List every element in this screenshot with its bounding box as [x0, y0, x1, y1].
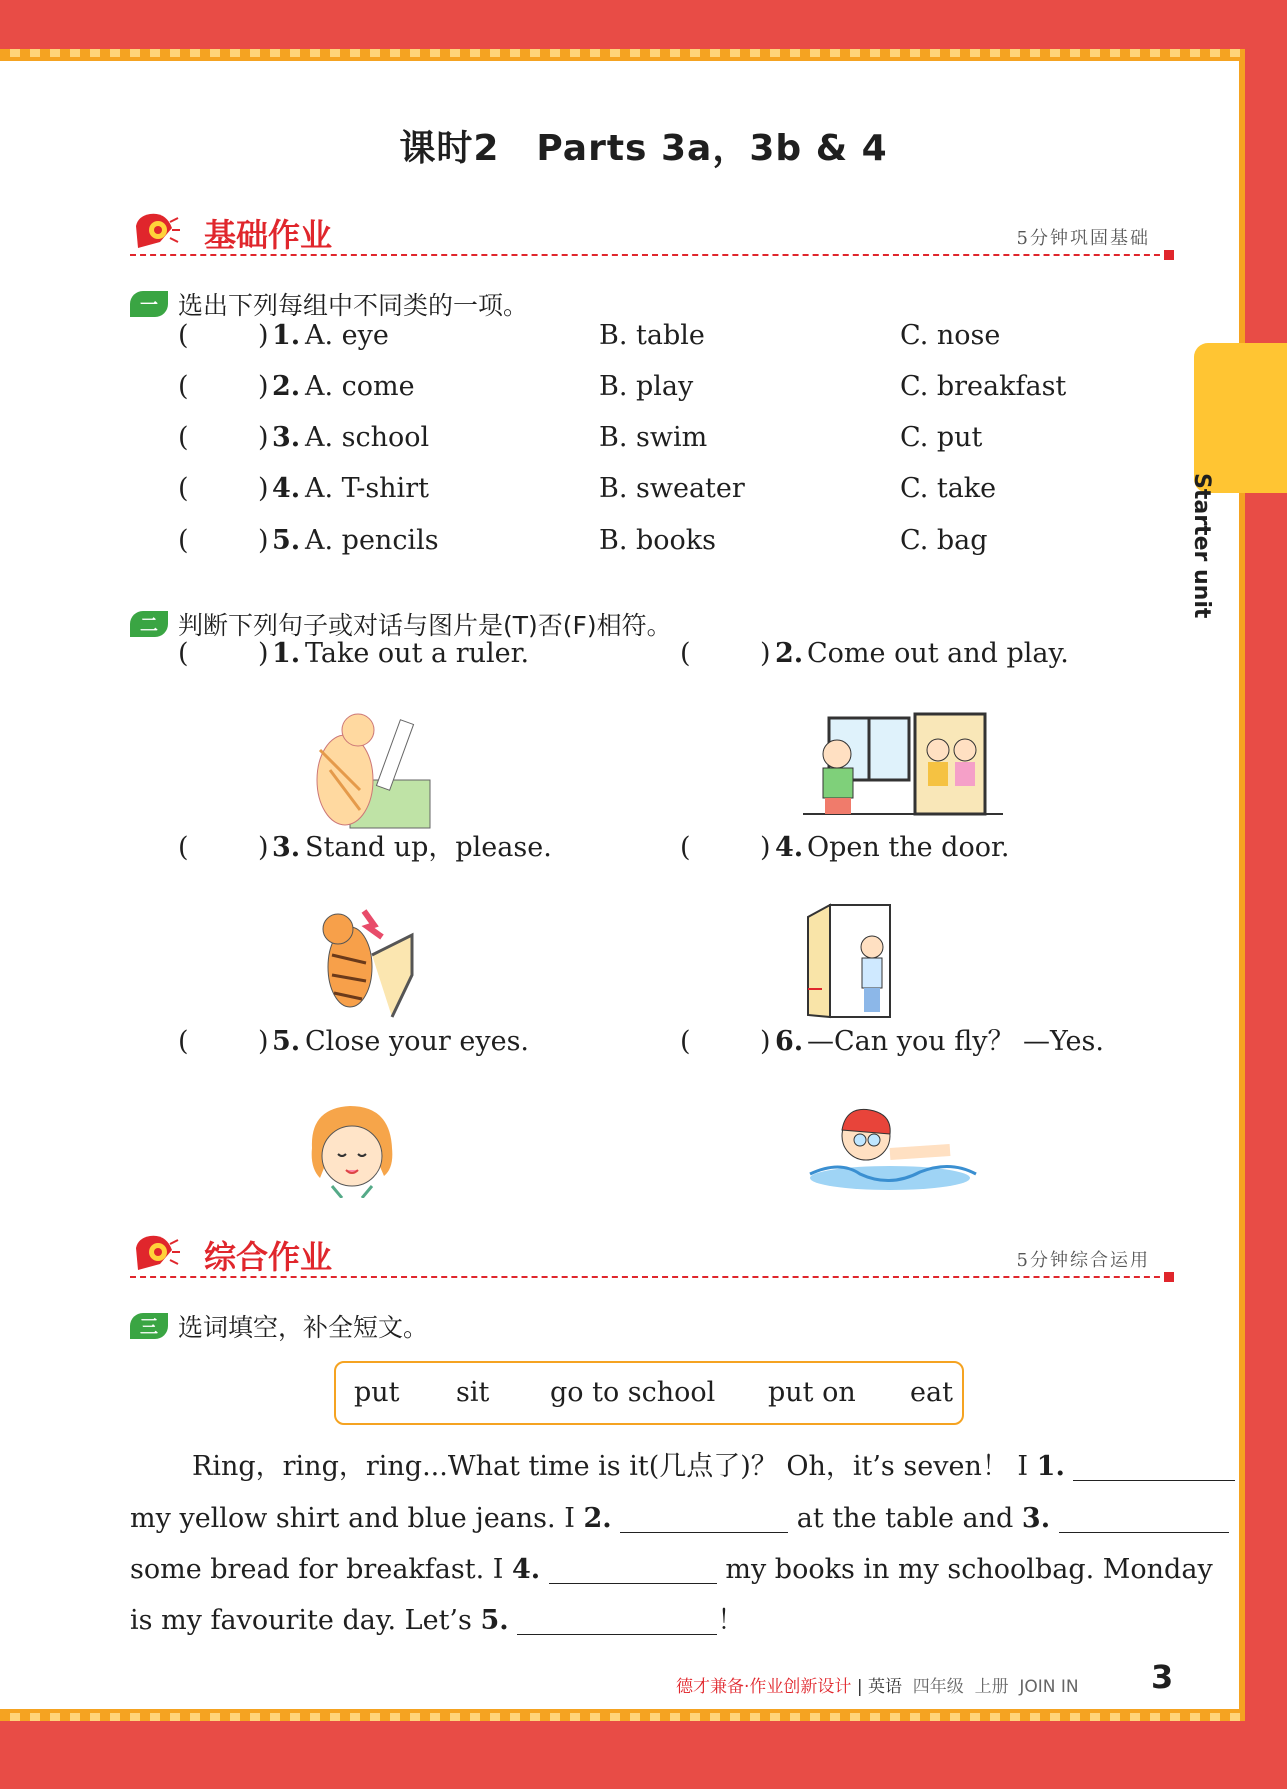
- item-sentence: Close your eyes.: [305, 1026, 530, 1057]
- item-number: 6.: [775, 1026, 804, 1057]
- item-number: 5.: [272, 525, 301, 556]
- section-divider: [130, 254, 1170, 256]
- word-bank-item: sit: [456, 1377, 490, 1408]
- footer-series: JOIN IN: [1019, 1677, 1079, 1697]
- passage-line: [130, 1548, 1213, 1592]
- blank-3[interactable]: [1059, 1502, 1229, 1533]
- item-number: 4.: [775, 832, 804, 863]
- item-sentence: Stand up，please.: [305, 832, 552, 863]
- item-number: 4.: [272, 473, 301, 504]
- blank-1[interactable]: [1073, 1450, 1235, 1481]
- blank-number: 1.: [1036, 1451, 1065, 1482]
- tiger-chair-illustration: [302, 905, 422, 1023]
- question-instruction: 选出下列每组中不同类的一项。: [178, 291, 529, 320]
- section-title: 综合作业: [204, 1238, 333, 1276]
- boy-swimming-illustration: [800, 1100, 980, 1195]
- section-comprehensive-header: [130, 1230, 1170, 1280]
- page-title: 课时2 Parts 3a，3b & 4: [399, 128, 888, 169]
- footer-separator: |: [856, 1677, 863, 1697]
- item-sentence: Open the door.: [807, 832, 1010, 863]
- word-bank-item: eat: [910, 1377, 953, 1408]
- option-b: B. play: [599, 371, 694, 402]
- boy-open-door-illustration: [800, 903, 912, 1023]
- blank-number: 5.: [480, 1605, 509, 1636]
- passage-line: [130, 1599, 744, 1643]
- item-number: 3.: [272, 422, 301, 453]
- section-subtitle: 5分钟综合运用: [1016, 1250, 1150, 1271]
- item-sentence: —Can you fly？ —Yes.: [807, 1026, 1104, 1057]
- tiger-ruler-illustration: [300, 710, 440, 832]
- q1-row: ( ) 4. A. T-shirt B. sweater C. take: [0, 469, 1287, 509]
- item-number: 2.: [272, 371, 301, 402]
- item-number: 3.: [272, 832, 301, 863]
- passage-text: some bread for breakfast. I: [130, 1554, 512, 1585]
- blank-number: 3.: [1021, 1503, 1051, 1534]
- word-bank-item: put: [354, 1377, 400, 1408]
- option-a: A. T-shirt: [305, 473, 429, 504]
- question-badge: 三: [130, 1313, 168, 1339]
- option-b: B. sweater: [599, 473, 745, 504]
- page-number: 3: [1151, 1658, 1174, 1696]
- megaphone-icon: [130, 1230, 180, 1280]
- footer-grade: 四年级: [912, 1677, 964, 1697]
- passage-text: Ring，ring，ring...What time is it(几点了)？ Oh，it’s seven！ I: [192, 1451, 1037, 1482]
- section-title: 基础作业: [204, 216, 333, 254]
- girl-eyes-closed-illustration: [302, 1098, 398, 1198]
- blank-2[interactable]: [620, 1502, 788, 1533]
- q2-row: ( ) 3. Stand up，please.: [0, 828, 1200, 868]
- section-basic-header: [130, 208, 1170, 258]
- question-badge: 一: [130, 291, 168, 317]
- option-c: C. nose: [900, 320, 1001, 351]
- option-a: A. pencils: [305, 525, 439, 556]
- word-bank-item: go to school: [550, 1377, 716, 1408]
- q2-row: ( ) 5. Close your eyes.: [0, 1022, 1200, 1062]
- q2-row: ( ) 6. —Can you fly？ —Yes.: [0, 1022, 1200, 1062]
- q2-row: ( ) 2. Come out and play.: [0, 634, 1200, 674]
- item-number: 1.: [272, 320, 301, 351]
- q2-row: ( ) 4. Open the door.: [0, 828, 1200, 868]
- item-number: 5.: [272, 1026, 301, 1057]
- item-sentence: Come out and play.: [807, 638, 1069, 669]
- word-bank-item: put on: [768, 1377, 856, 1408]
- passage-text: at the table and: [788, 1503, 1022, 1534]
- option-c: C. bag: [900, 525, 988, 556]
- item-number: 1.: [272, 638, 301, 669]
- kids-window-door-illustration: [803, 710, 1003, 820]
- footer-subject: 英语: [867, 1677, 902, 1697]
- q1-row: ( ) 5. A. pencils B. books C. bag: [0, 521, 1287, 561]
- cloze-passage: [130, 1445, 1213, 1645]
- blank-number: 4.: [511, 1554, 541, 1585]
- passage-line: [192, 1445, 1235, 1489]
- section-subtitle: 5分钟巩固基础: [1016, 228, 1150, 249]
- item-sentence: Take out a ruler.: [305, 638, 530, 669]
- q1-row: ( ) 1. A. eye B. table C. nose: [0, 316, 1287, 356]
- q2-row: ( ) 1. Take out a ruler.: [0, 634, 1200, 674]
- section-divider: [130, 1276, 1170, 1278]
- q1-row: ( ) 2. A. come B. play C. breakfast: [0, 367, 1287, 407]
- question-badge: 二: [130, 611, 168, 637]
- q1-row: ( ) 3. A. school B. swim C. put: [0, 418, 1287, 458]
- option-b: B. books: [599, 525, 717, 556]
- passage-line: [130, 1497, 1229, 1541]
- passage-text: my books in my schoolbag. Monday: [716, 1554, 1213, 1585]
- blank-5[interactable]: [517, 1604, 717, 1635]
- blank-number: 2.: [583, 1503, 612, 1534]
- question-instruction: 选词填空，补全短文。: [178, 1313, 429, 1342]
- option-a: A. eye: [305, 320, 389, 351]
- option-b: B. swim: [599, 422, 708, 453]
- question-3-header: [130, 1308, 428, 1344]
- megaphone-icon: [130, 208, 180, 258]
- footer-term: 上册: [974, 1677, 1009, 1697]
- option-b: B. table: [599, 320, 705, 351]
- footer: [676, 1672, 1079, 1697]
- word-bank: [334, 1361, 964, 1425]
- footer-brand: 德才兼备·作业创新设计: [676, 1677, 852, 1697]
- option-c: C. put: [900, 422, 983, 453]
- option-c: C. take: [900, 473, 997, 504]
- passage-text: is my favourite day. Let’s: [130, 1605, 481, 1636]
- question-instruction: 判断下列句子或对话与图片是(T)否(F)相符。: [178, 611, 672, 640]
- passage-text: my yellow shirt and blue jeans. I: [130, 1503, 584, 1534]
- blank-4[interactable]: [549, 1553, 717, 1584]
- option-a: A. school: [305, 422, 430, 453]
- item-number: 2.: [775, 638, 804, 669]
- option-a: A. come: [305, 371, 415, 402]
- passage-text: ！: [717, 1605, 745, 1636]
- option-c: C. breakfast: [900, 371, 1067, 402]
